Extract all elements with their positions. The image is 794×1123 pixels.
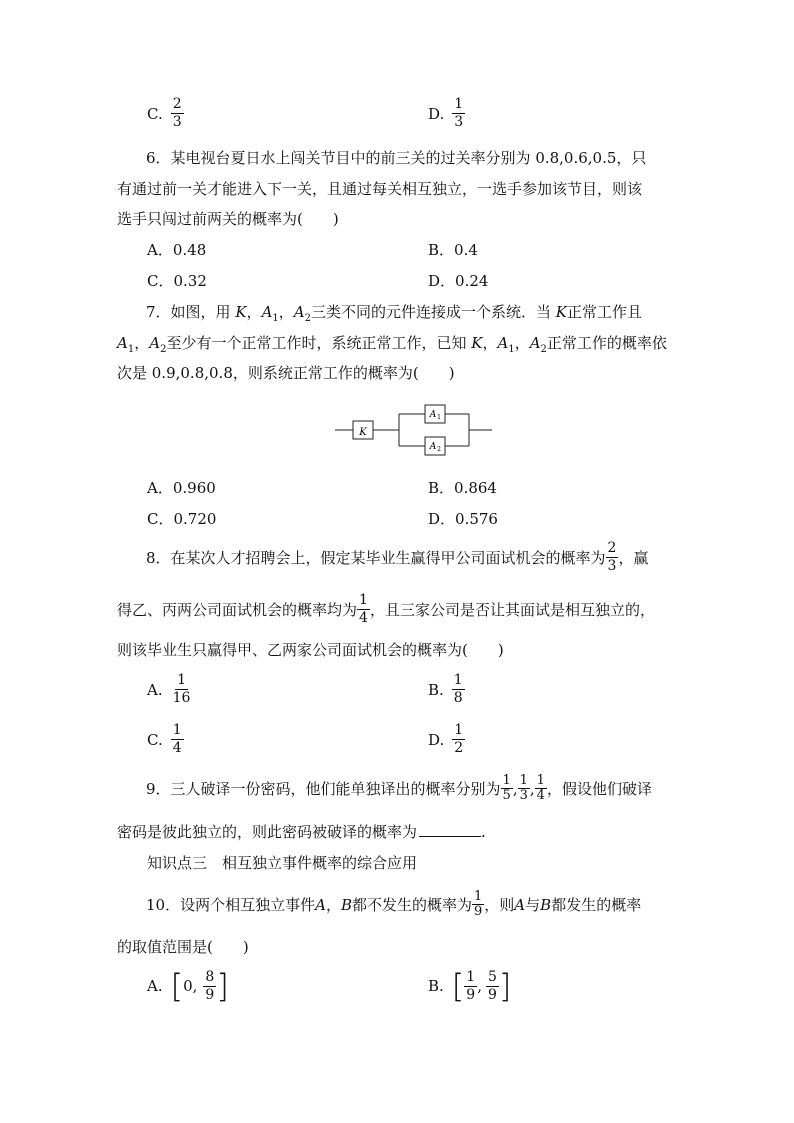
fraction: $\frac{1}{2}$ <box>454 722 464 756</box>
a2-label: A <box>429 442 437 452</box>
q8-option-c: C. $\frac{1}{4}$ <box>147 722 182 756</box>
q6-line-3: 选手只闯过前两关的概率为( ) <box>117 210 339 228</box>
q9-line-2: 密码是彼此独立的，则此密码被破译的概率为 . <box>117 823 486 841</box>
option-label: C. <box>147 104 163 123</box>
q7-option-a: A．0.960 <box>147 479 216 497</box>
q8-line-2: 得乙、丙两公司面试机会的概率均为 $\frac{1}{4}$ ，且三家公司是否让其面试是相互独立的， <box>117 592 655 626</box>
q7-option-d: D．0.576 <box>428 510 498 528</box>
fraction: $\frac{1}{4}$ <box>359 592 368 626</box>
fraction: $\frac{1}{9}$ <box>466 968 476 1003</box>
fraction: $\frac{1}{8}$ <box>453 672 463 706</box>
left-bracket: [ <box>170 967 184 1005</box>
q7-line-2: $A_1$，$A_2$至少有一个正常工作时，系统正常工作，已知 K，$A_1$，$A_2$正常工作的概率依 <box>117 334 667 355</box>
q6-option-b: B．0.4 <box>428 241 478 259</box>
q7-line-1: 7．如图，用 K，$A_1$，$A_2$三类不同的元件连接成一个系统．当 K正常工作且 <box>146 303 643 324</box>
q8-option-a: A. $\frac{1}{16}$ <box>147 672 191 706</box>
q6-option-c: C．0.32 <box>147 272 207 290</box>
a1-label: A <box>429 410 437 420</box>
q6-option-a: A．0.48 <box>147 241 207 259</box>
q10-line-1: 10．设两个相互独立事件 A ， B 都不发生的概率为 $\frac{1}{9}$ ，则 A 与 B 都发生的概率 <box>146 889 642 919</box>
q7-option-b: B．0.864 <box>428 479 497 497</box>
q7-option-c: C．0.720 <box>147 510 217 528</box>
q10-option-b: B. [ $\frac{1}{9}$ , $\frac{5}{9}$ ] <box>428 967 512 1005</box>
fraction: $\frac{2}{3}$ <box>607 540 617 574</box>
fraction: $\frac{1}{3}$ <box>519 773 528 803</box>
q5-option-c <box>147 96 184 131</box>
q5-option-d <box>428 96 465 131</box>
fraction: $\frac{1}{16}$ <box>172 672 191 706</box>
k-label: K <box>359 427 367 438</box>
circuit-diagram <box>335 401 495 459</box>
right-bracket: ] <box>498 967 512 1005</box>
fraction: $\frac{1}{4}$ <box>172 722 182 756</box>
section-heading: 知识点三 相互独立事件概率的综合应用 <box>147 854 418 872</box>
a2-subscript: 2 <box>437 446 441 453</box>
q8-option-d: D. $\frac{1}{2}$ <box>428 722 464 756</box>
a1-subscript: 1 <box>437 414 441 421</box>
left-bracket: [ <box>451 967 465 1005</box>
q7-line-3: 次是 0.9,0.8,0.8，则系统正常工作的概率为( ) <box>117 364 455 382</box>
q9-line-1: 9．三人破译一份密码，他们能单独译出的概率分别为 $\frac{1}{5}$ , $\frac{1}{3}$ , $\frac{1}{4}$ ，假设他们破译 <box>146 773 652 803</box>
q6-line-1: 6．某电视台夏日水上闯关节目中的前三关的过关率分别为 0.8,0.6,0.5，只 <box>146 149 647 167</box>
fraction: $\frac{1}{4}$ <box>536 773 545 803</box>
q6-line-2: 有通过前一关才能进入下一关，且通过每关相互独立，一选手参加该节目，则该 <box>117 180 643 198</box>
q8-line-1: 8．在某次人才招聘会上，假定某毕业生赢得甲公司面试机会的概率为 $\frac{2}{3}$ ，赢 <box>146 540 649 574</box>
fraction: $\frac{8}{9}$ <box>205 968 215 1003</box>
q10-line-2: 的取值范围是( ) <box>117 938 249 956</box>
q6-option-d: D．0.24 <box>428 272 489 290</box>
fraction: $\frac{1}{5}$ <box>502 773 511 803</box>
answer-blank <box>419 822 481 837</box>
fraction: $\frac{5}{9}$ <box>487 968 497 1003</box>
q8-option-b: B. $\frac{1}{8}$ <box>428 672 463 706</box>
fraction: $\frac{1}{9}$ <box>474 889 483 919</box>
fraction: $\frac{1}{3}$ <box>454 96 464 130</box>
q8-line-3: 则该毕业生只赢得甲、乙两家公司面试机会的概率为( ) <box>117 641 504 659</box>
right-bracket: ] <box>216 967 229 1005</box>
fraction: $\frac{2}{3}$ <box>172 96 182 130</box>
q10-option-a: A. [ 0 , $\frac{8}{9}$ ] <box>147 967 229 1005</box>
option-label: D. <box>428 104 445 123</box>
